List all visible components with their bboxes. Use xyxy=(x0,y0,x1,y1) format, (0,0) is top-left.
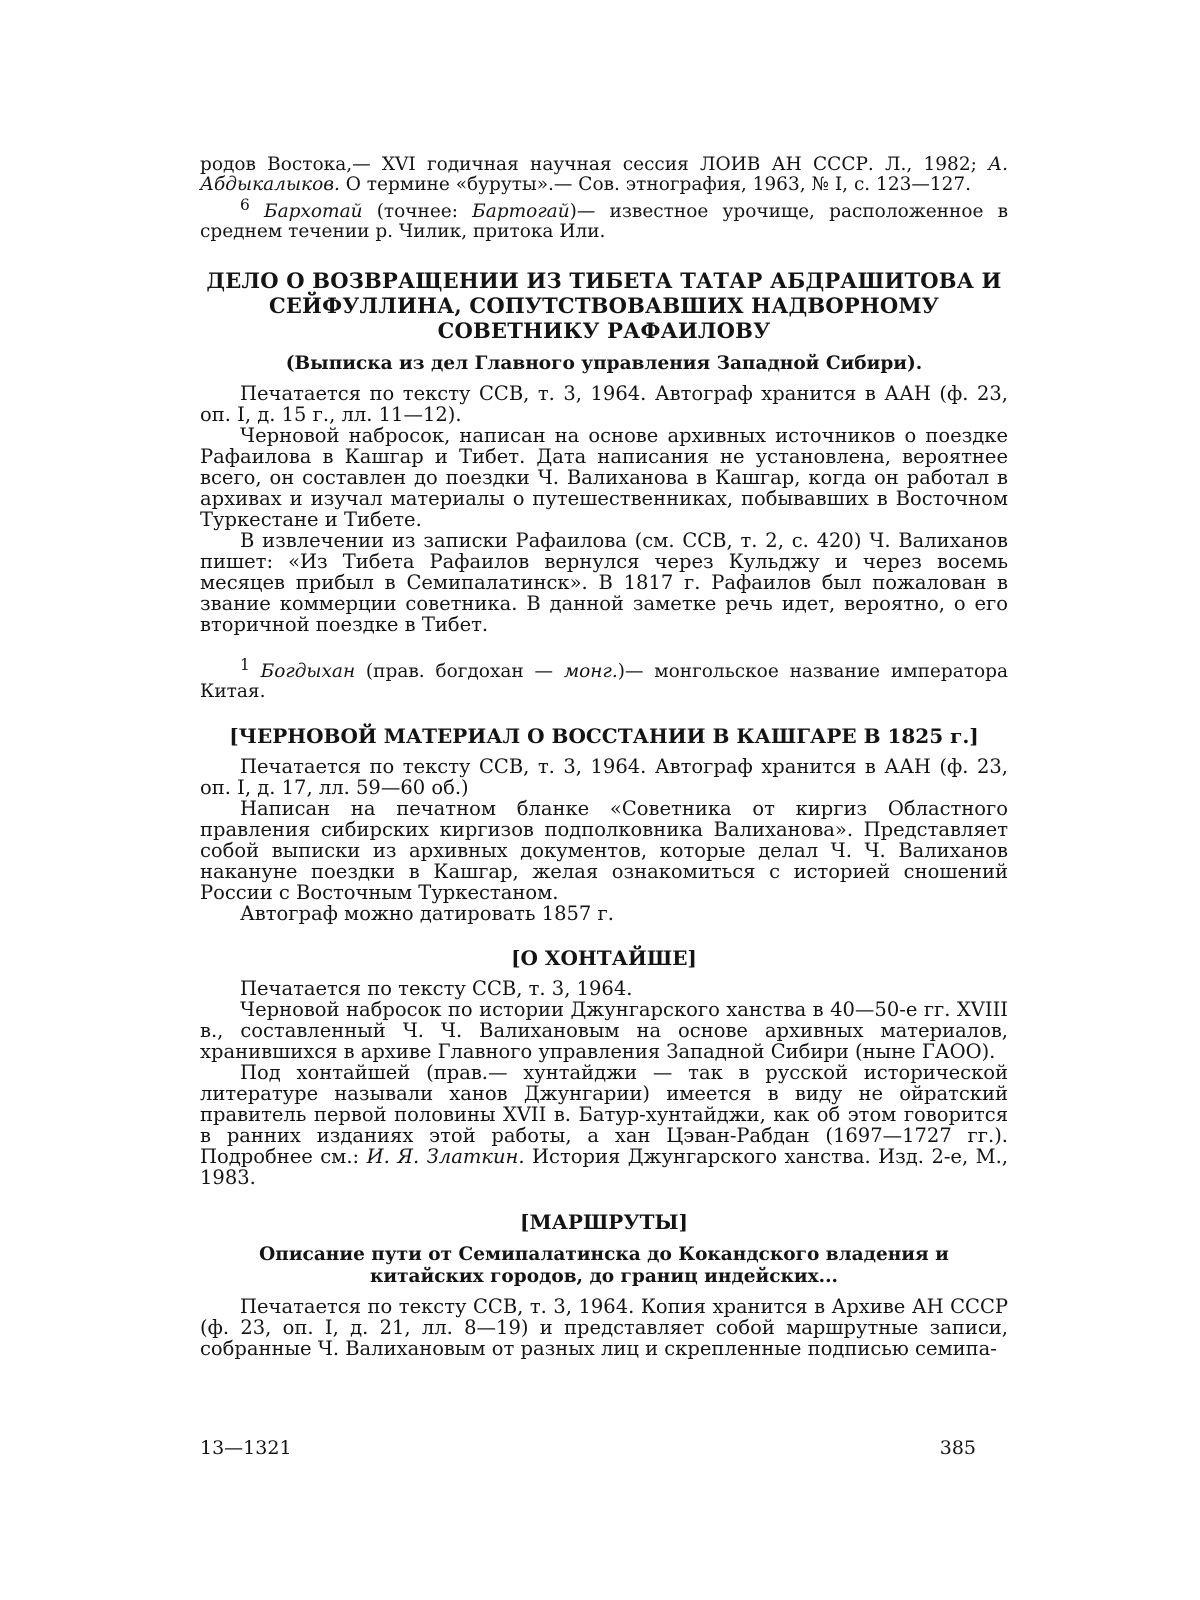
section-title-khontaisha: [О ХОНТАЙШЕ] xyxy=(511,946,697,971)
page-number: 385 xyxy=(939,1437,976,1459)
footnote-1: $^1$ Богдыхан (прав. богдохан — монг.)— монгольское название императора Китая. xyxy=(200,656,1008,703)
section-title-routes: [МАРШРУТЫ] xyxy=(520,1210,688,1235)
paragraph: Под хонтайшей (прав.— хунтайджи — так в русской исторической литературе называли ханов Джунгарии) имеется в виду не ойратский правитель первой половины XVII в. Батур-хунтайджи, как об этом говорится в ранних изданиях этой работы, а хан Цэван-Рабдан (1697—1727 гг.). Подробнее см.: И. Я. Златкин. История Джунгарского ханства. Изд. 2-е, М., 1983. xyxy=(200,1061,1008,1190)
section-subtitle-tibet: (Выписка из дел Главного управления Западной Сибири). xyxy=(285,353,923,375)
footnote-6: $^6$ Бархотай (точнее: Бартогай)— известное урочище, расположенное в среднем течении р. Чилик, притока Или. xyxy=(200,196,1009,243)
paragraph: Печатается по тексту ССВ, т. 3, 1964. Копия хранится в Архиве АН СССР (ф. 23, оп. I, д. 21, лл. 8—19) и представляет собой маршрутные записи, собранные Ч. Валихановым от разных лиц и скрепленные подписью семипа- xyxy=(200,1295,1008,1361)
section-title-tibet: ДЕЛО О ВОЗВРАЩЕНИИ ИЗ ТИБЕТА ТАТАР АБДРАШИТОВА И СЕЙФУЛЛИНА, СОПУТСТВОВАВШИХ НАДВОРНОМУ СОВЕТНИКУ РАФАИЛОВУ xyxy=(206,268,1002,344)
section-subtitle-routes: Описание пути от Семипалатинска до Кокандского владения и китайских городов, до границ индейских... xyxy=(259,1244,949,1288)
paragraph: В извлечении из записки Рафаилова (см. ССВ, т. 2, с. 420) Ч. Валиханов пишет: «Из Тибета Рафаилов вернулся через Кульджу и через восемь месяцев прибыл в Семипалатинск». В 1817 г. Рафаилов был пожалован в звание коммерции советника. В данной заметке речь идет, вероятно, о его вторичной поездке в Тибет. xyxy=(200,529,1008,637)
page-body xyxy=(200,155,1008,1359)
paragraph: Черновой набросок по истории Джунгарского ханства в 40—50-е гг. XVIII в., составленный Ч. Ч. Валихановым на основе архивных материалов, хранившихся в архиве Главного управления Западной Сибири (ныне ГАОО). xyxy=(200,998,1008,1064)
top-footnotes xyxy=(200,155,1008,242)
printer-signature: 13—1321 xyxy=(200,1437,292,1459)
paragraph: Печатается по тексту ССВ, т. 3, 1964. Автограф хранится в ААН (ф. 23, оп. I, д. 15 г., лл. 11—12). xyxy=(200,382,1008,427)
note-continuation: родов Востока,— XVI годичная научная сессия ЛОИВ АН СССР. Л., 1982; А. Абдыкалыков. О термине «буруты».— Сов. этнография, 1963, № I, с. 123—127. xyxy=(200,154,1008,195)
paragraph: Написан на печатном бланке «Советника от киргиз Областного правления сибирских киргизов подполковника Валиханова». Представляет собой выписки из архивных документов, которые делал Ч. Ч. Валиханов накануне поездки в Кашгар, желая ознакомиться с историей сношений России с Восточным Туркестаном. xyxy=(200,797,1008,905)
paragraph: Печатается по тексту ССВ, т. 3, 1964. xyxy=(240,977,633,1001)
paragraph: Черновой набросок, написан на основе архивных источников о поездке Рафаилова в Кашгар и Тибет. Дата написания не установлена, вероятнее всего, он составлен до поездки Ч. Валиханова в Кашгар, когда он работал в архивах и изучал материалы о путешественниках, побывавших в Восточном Туркестане и Тибете. xyxy=(200,424,1008,532)
paragraph: Печатается по тексту ССВ, т. 3, 1964. Автограф хранится в ААН (ф. 23, оп. I, д. 17, лл. 59—60 об.) xyxy=(200,755,1008,800)
paragraph: Автограф можно датировать 1857 г. xyxy=(240,902,614,926)
footnote-block xyxy=(200,655,1008,702)
section-title-kashgar: [ЧЕРНОВОЙ МАТЕРИАЛ О ВОССТАНИИ В КАШГАРЕ В 1825 г.] xyxy=(229,724,979,749)
